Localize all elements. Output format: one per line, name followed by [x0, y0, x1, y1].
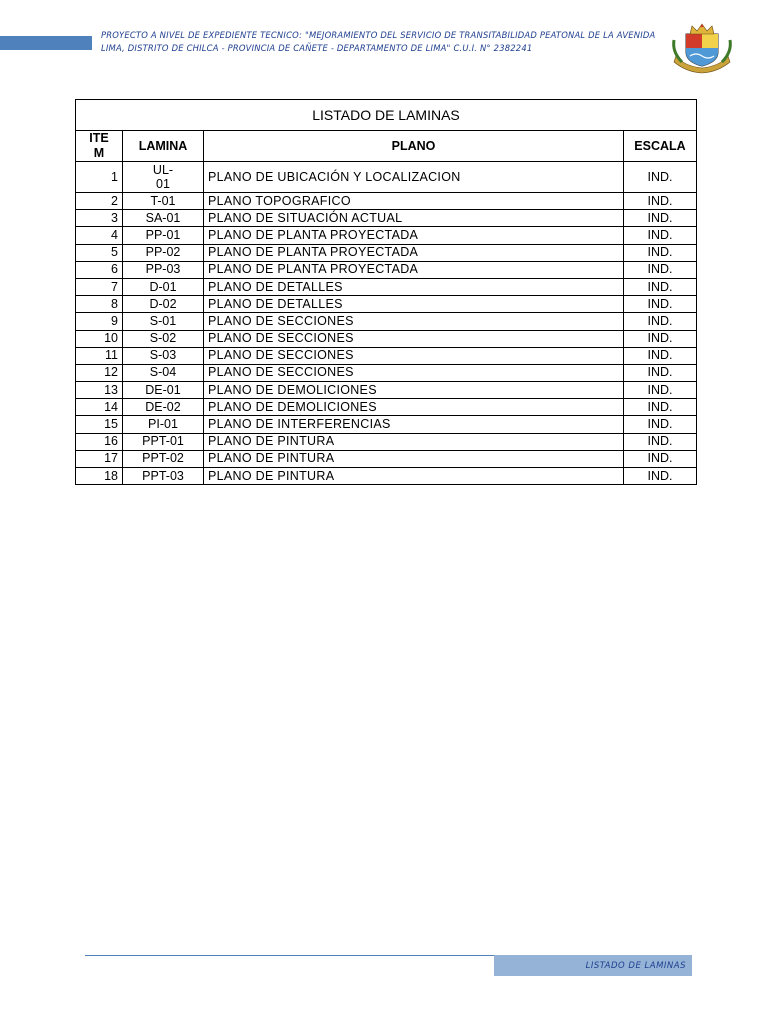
header-accent-bar [0, 36, 92, 50]
cell-item: 11 [76, 347, 123, 364]
project-header-text: PROYECTO A NIVEL DE EXPEDIENTE TECNICO: "MEJORAMIENTO DEL SERVICIO DE TRANSITABILIDAD PEATONAL DE LA AVENIDA LIMA, DISTRITO DE CHILCA - PROVINCIA DE CAÑETE - DEPARTAMENTO DE LIMA" C.U.I. N° 2382241 [101, 30, 656, 53]
cell-lamina: PP-03 [123, 261, 204, 278]
table-row [76, 450, 697, 467]
cell-escala: IND. [624, 416, 697, 433]
cell-lamina: S-04 [123, 364, 204, 381]
table-row [76, 244, 697, 261]
table-title: LISTADO DE LAMINAS [76, 100, 697, 131]
cell-plano: PLANO TOPOGRAFICO [204, 193, 624, 210]
cell-item: 7 [76, 278, 123, 295]
table-header-row [76, 131, 697, 162]
table-row [76, 330, 697, 347]
cell-lamina: PP-02 [123, 244, 204, 261]
cell-plano: PLANO DE DEMOLICIONES [204, 399, 624, 416]
cell-item: 17 [76, 450, 123, 467]
cell-escala: IND. [624, 227, 697, 244]
table-row [76, 261, 697, 278]
column-header-item: ITEM [76, 131, 123, 162]
table-row [76, 162, 697, 193]
cell-item: 15 [76, 416, 123, 433]
cell-lamina: PI-01 [123, 416, 204, 433]
cell-item: 10 [76, 330, 123, 347]
column-header-plano: PLANO [204, 131, 624, 162]
footer-label-box [494, 955, 692, 976]
cell-plano: PLANO DE SECCIONES [204, 364, 624, 381]
cell-item: 18 [76, 468, 123, 485]
cell-plano: PLANO DE INTERFERENCIAS [204, 416, 624, 433]
cell-escala: IND. [624, 162, 697, 193]
cell-escala: IND. [624, 313, 697, 330]
cell-escala: IND. [624, 468, 697, 485]
cell-item: 1 [76, 162, 123, 193]
column-header-lamina: LAMINA [123, 131, 204, 162]
cell-lamina: PPT-01 [123, 433, 204, 450]
cell-plano: PLANO DE SITUACIÓN ACTUAL [204, 210, 624, 227]
cell-lamina: PPT-02 [123, 450, 204, 467]
cell-item: 14 [76, 399, 123, 416]
cell-plano: PLANO DE SECCIONES [204, 313, 624, 330]
cell-item: 13 [76, 382, 123, 399]
table-row [76, 364, 697, 381]
cell-escala: IND. [624, 244, 697, 261]
cell-plano: PLANO DE DETALLES [204, 278, 624, 295]
table-row [76, 399, 697, 416]
cell-plano: PLANO DE PINTURA [204, 433, 624, 450]
cell-lamina: PP-01 [123, 227, 204, 244]
cell-escala: IND. [624, 364, 697, 381]
cell-plano: PLANO DE PLANTA PROYECTADA [204, 227, 624, 244]
table-row [76, 296, 697, 313]
cell-escala: IND. [624, 296, 697, 313]
cell-escala: IND. [624, 210, 697, 227]
table-row [76, 382, 697, 399]
table-row [76, 468, 697, 485]
table-row [76, 347, 697, 364]
table-row [76, 313, 697, 330]
cell-escala: IND. [624, 330, 697, 347]
cell-lamina: PPT-03 [123, 468, 204, 485]
footer-label: LISTADO DE LAMINAS [585, 961, 686, 971]
table-row [76, 433, 697, 450]
municipal-crest-icon [670, 22, 734, 74]
cell-lamina: D-01 [123, 278, 204, 295]
cell-lamina: S-02 [123, 330, 204, 347]
cell-escala: IND. [624, 278, 697, 295]
cell-escala: IND. [624, 261, 697, 278]
cell-item: 16 [76, 433, 123, 450]
cell-item: 5 [76, 244, 123, 261]
cell-item: 8 [76, 296, 123, 313]
cell-plano: PLANO DE UBICACIÓN Y LOCALIZACION [204, 162, 624, 193]
table-body [76, 162, 697, 485]
table-row [76, 227, 697, 244]
cell-plano: PLANO DE PINTURA [204, 450, 624, 467]
cell-item: 6 [76, 261, 123, 278]
cell-item: 12 [76, 364, 123, 381]
cell-lamina [123, 162, 204, 193]
cell-escala: IND. [624, 347, 697, 364]
cell-item: 3 [76, 210, 123, 227]
cell-plano: PLANO DE DETALLES [204, 296, 624, 313]
table-row [76, 210, 697, 227]
cell-item: 2 [76, 193, 123, 210]
cell-plano: PLANO DE PINTURA [204, 468, 624, 485]
table-row [76, 278, 697, 295]
cell-plano: PLANO DE SECCIONES [204, 330, 624, 347]
table-row [76, 416, 697, 433]
cell-lamina: D-02 [123, 296, 204, 313]
cell-escala: IND. [624, 433, 697, 450]
cell-item: 9 [76, 313, 123, 330]
cell-lamina: DE-01 [123, 382, 204, 399]
cell-item: 4 [76, 227, 123, 244]
cell-escala: IND. [624, 193, 697, 210]
cell-escala: IND. [624, 399, 697, 416]
cell-escala: IND. [624, 382, 697, 399]
cell-escala: IND. [624, 450, 697, 467]
cell-lamina: DE-02 [123, 399, 204, 416]
cell-lamina: S-03 [123, 347, 204, 364]
laminas-table [75, 99, 697, 485]
table-row [76, 193, 697, 210]
cell-lamina: SA-01 [123, 210, 204, 227]
cell-plano: PLANO DE DEMOLICIONES [204, 382, 624, 399]
column-header-escala: ESCALA [624, 131, 697, 162]
cell-lamina-text: UL-01 [152, 163, 174, 191]
cell-plano: PLANO DE PLANTA PROYECTADA [204, 244, 624, 261]
cell-plano: PLANO DE PLANTA PROYECTADA [204, 261, 624, 278]
cell-plano: PLANO DE SECCIONES [204, 347, 624, 364]
cell-lamina: T-01 [123, 193, 204, 210]
cell-lamina: S-01 [123, 313, 204, 330]
